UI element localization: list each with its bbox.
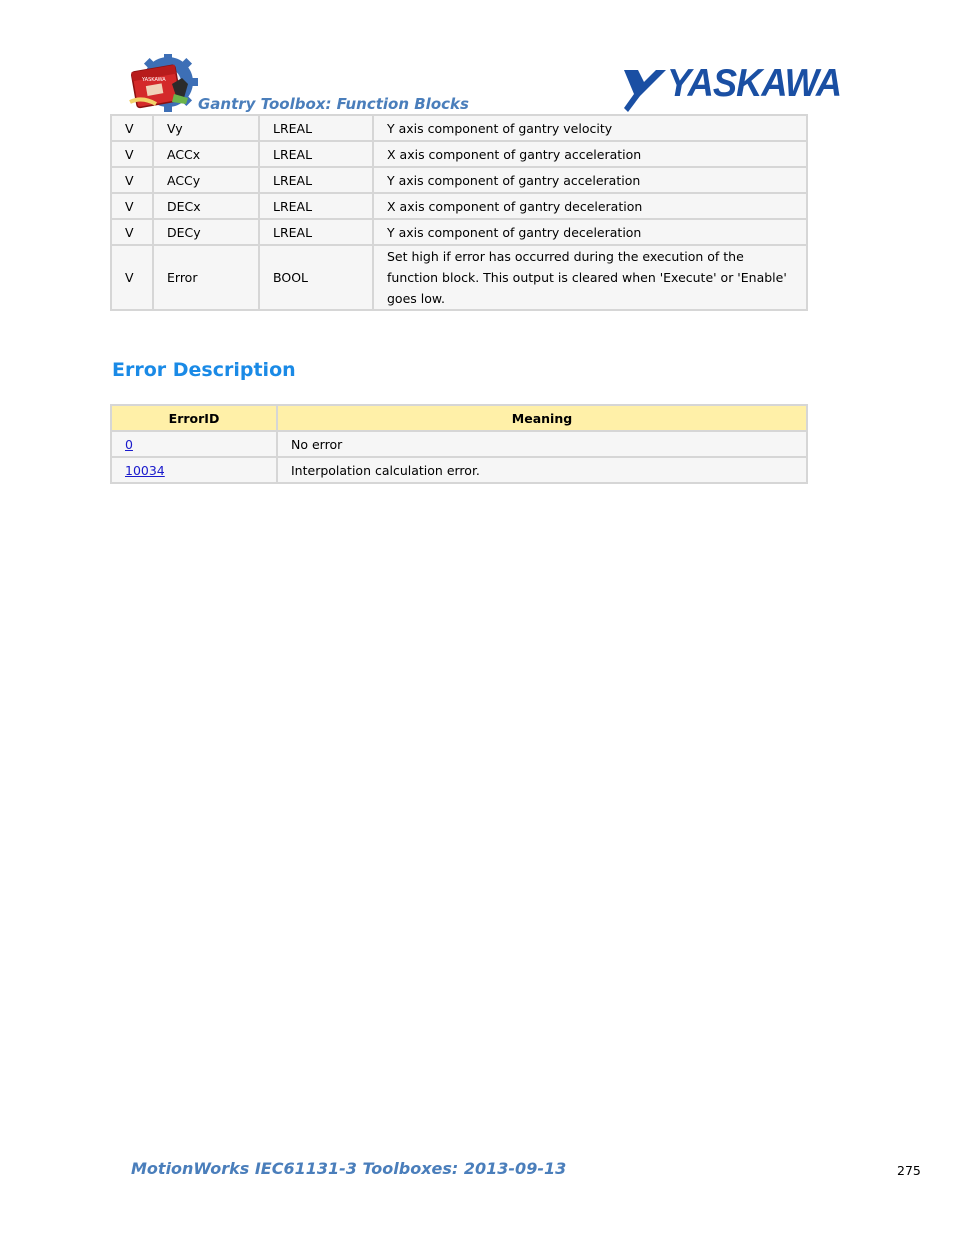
footer-title: MotionWorks IEC61131-3 Toolboxes: 2013-09-13 [131, 1159, 567, 1178]
name-cell: Vy [154, 116, 258, 140]
table-row [112, 220, 806, 244]
type-cell: LREAL [260, 116, 372, 140]
name-cell: DECx [154, 194, 258, 218]
table-row [112, 458, 806, 482]
table-row [112, 116, 806, 140]
table-row [112, 194, 806, 218]
name-cell: ACCy [154, 168, 258, 192]
type-cell: LREAL [260, 168, 372, 192]
type-cell: BOOL [260, 246, 372, 309]
error-description-heading: Error Description [112, 359, 296, 381]
errorid-cell [112, 458, 276, 482]
column-header-meaning: Meaning [278, 406, 806, 430]
error-table [110, 404, 808, 484]
toolbox-logo [128, 54, 200, 112]
table-row [112, 168, 806, 192]
type-cell: LREAL [260, 194, 372, 218]
parameters-table [110, 114, 808, 311]
description-cell: Y axis component of gantry acceleration [374, 168, 806, 192]
description-cell: Set high if error has occurred during the execution of the function block. This output is cleared when 'Execute' or 'Enable' goes low. [374, 246, 806, 309]
description-cell: X axis component of gantry deceleration [374, 194, 806, 218]
table-row [112, 246, 806, 309]
table-row [112, 432, 806, 456]
scope-cell: V [112, 142, 152, 166]
meaning-cell: Interpolation calculation error. [278, 458, 806, 482]
name-cell: ACCx [154, 142, 258, 166]
type-cell: LREAL [260, 142, 372, 166]
brand-name: YASKAWA [667, 62, 842, 105]
errorid-link[interactable]: 0 [125, 436, 133, 452]
error-table-header-row [112, 406, 806, 430]
scope-cell: V [112, 168, 152, 192]
errorid-link[interactable]: 10034 [125, 462, 165, 478]
description-cell: X axis component of gantry acceleration [374, 142, 806, 166]
column-header-errorid: ErrorID [112, 406, 276, 430]
scope-cell: V [112, 194, 152, 218]
name-cell: DECy [154, 220, 258, 244]
svg-text:YASKAWA: YASKAWA [142, 77, 166, 83]
errorid-cell [112, 432, 276, 456]
type-cell: LREAL [260, 220, 372, 244]
scope-cell: V [112, 246, 152, 309]
page-number: 275 [897, 1163, 921, 1178]
table-row [112, 142, 806, 166]
scope-cell: V [112, 220, 152, 244]
name-cell: Error [154, 246, 258, 309]
description-cell: Y axis component of gantry velocity [374, 116, 806, 140]
header-title: Gantry Toolbox: Function Blocks [198, 95, 469, 113]
scope-cell: V [112, 116, 152, 140]
description-cell: Y axis component of gantry deceleration [374, 220, 806, 244]
meaning-cell: No error [278, 432, 806, 456]
